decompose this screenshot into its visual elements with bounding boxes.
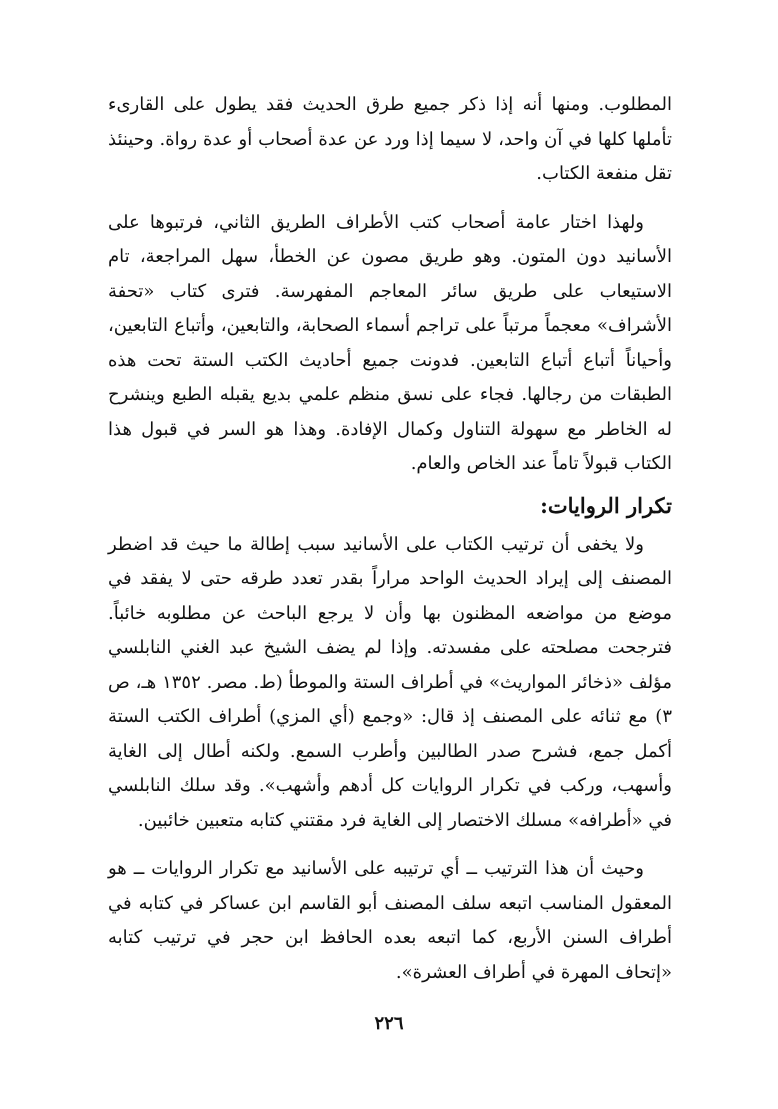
- paragraph-arrangement: وحيث أن هذا الترتيب ــ أي ترتيبه على الأسانيد مع تكرار الروايات ــ هو المعقول المناسب اتبعه سلف المصنف أبو القاسم ابن عساكر في كتابه في أطراف السنن الأربع، كما اتبعه بعده الحافظ ابن حجر في ترتيب كتابه «إتحاف المهرة في أطراف العشرة».: [108, 858, 672, 983]
- paragraph-repetition: ولا يخفى أن ترتيب الكتاب على الأسانيد سبب إطالة ما حيث قد اضطر المصنف إلى إيراد الحديث الواحد مراراً بقدر تعدد طرقه حتى لا يفقد في موضع من مواضعه المظنون بها وأن لا يرجع الباحث عن مطلوبه خائباً. فترجحت مصلحته على مفسدته. وإذا لم يضف الشيخ عبد الغني النابلسي مؤلف «ذخائر المواريث» في أطراف الستة والموطأ (ط. مصر. ١٣٥٢ هـ، ص ٣) مع ثنائه على المصنف إذ قال: «وجمع (أي المزي) أطراف الكتب الستة أكمل جمع، فشرح صدر الطالبين وأطرب السمع. ولكنه أطال إلى الغاية وأسهب، وركب في تكرار الروايات كل أدهم وأشهب». وقد سلك النابلسي في «أطرافه» مسلك الاختصار إلى الغاية فرد مقتني كتابه متعبين خائبين.: [108, 533, 673, 831]
- page-number: ٢٢٦: [374, 1013, 404, 1034]
- page-body: [108, 88, 672, 990]
- paragraph-intro: المطلوب. ومنها أنه إذا ذكر جميع طرق الحديث فقد يطول على القارىء تأملها كلها في آن واحد، لا سيما إذا ورد عن عدة أصحاب أو عدة رواة. وحينئذ تقل منفعة الكتاب.: [108, 94, 672, 184]
- section-heading: تكرار الروايات:: [540, 492, 672, 518]
- paragraph-atraf-method: ولهذا اختار عامة أصحاب كتب الأطراف الطريق الثاني، فرتبوها على الأسانيد دون المتون. وهو طريق مصون عن الخطأ، سهل المراجعة، تام الاستيعاب على طريق سائر المعاجم المفهرسة. فترى كتاب «تحفة الأشراف» معجماً مرتباً على تراجم أسماء الصحابة، والتابعين، وأتباع التابعين، وأحياناً أتباع أتباع التابعين. فدونت جميع أحاديث الكتب الستة تحت هذه الطبقات من رجالها. فجاء على نسق منظم علمي بديع يقبله الطبع وينشرح له الخاطر مع سهولة التناول وكمال الإفادة. وهذا هو السر في قبول هذا الكتاب قبولاً تاماً عند الخاص والعام.: [108, 211, 672, 474]
